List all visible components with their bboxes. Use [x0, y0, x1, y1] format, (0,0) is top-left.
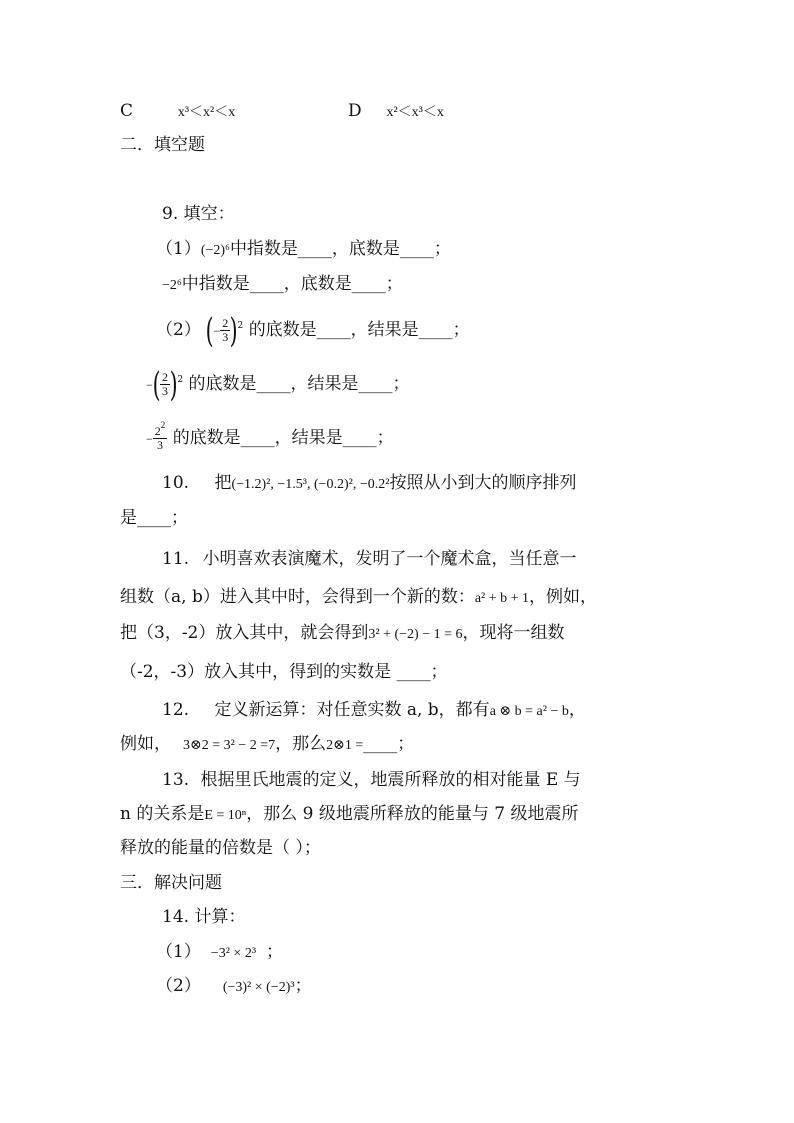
q12-line2: 例如， 3⊗2 = 3² − 2 =7，那么2⊗1 =____；	[120, 734, 415, 754]
q13-line1: 13. 根据里氏地震的定义，地震所释放的相对能量 E 与	[162, 770, 581, 790]
q13-line2: n 的关系是E = 10ⁿ，那么 9 级地震所释放的能量与 7 级地震所	[120, 804, 579, 824]
q14-part1-expr: −3² × 2³	[210, 946, 257, 961]
q9-part3-text: 的底数是____，结果是____；	[188, 374, 410, 394]
q9-part4-text: 的底数是____，结果是____；	[172, 428, 394, 448]
q13-expr: E = 10ⁿ	[204, 808, 247, 823]
option-d	[348, 100, 444, 124]
option-d-label: D	[348, 101, 362, 121]
q9-part1-text: 中指数是____，底数是____；	[229, 239, 451, 259]
q9-part2: （2） (− $\frac{2}{3}$ )$^2$ 的底数是____，结果是____；	[156, 310, 470, 351]
q13-line3: 释放的能量的倍数是（ ）；	[120, 838, 321, 858]
fraction-2sq-3: $\frac{2^2}{3}$	[154, 420, 166, 452]
q11-expr1: a² + b + 1	[474, 591, 530, 606]
option-c-expr: x³＜x²＜x	[177, 105, 236, 120]
q9-part2-prefix: （2）	[156, 320, 201, 340]
left-paren: (	[205, 310, 214, 351]
q9-part1b-text: 中指数是____，底数是____；	[181, 274, 403, 294]
q10-line2: 是____；	[120, 508, 188, 528]
q9-part4: − $\frac{2^2}{3}$ 的底数是____，结果是____；	[146, 420, 394, 452]
q14-heading: 14. 计算：	[162, 907, 246, 927]
q11-line1: 11. 小明喜欢表演魔术，发明了一个魔术盒，当任意一	[162, 549, 577, 569]
q9-part2-text: 的底数是____，结果是____；	[248, 320, 470, 340]
q9-part1-expr: (−2)⁶	[200, 243, 230, 258]
q9-part3: −( $\frac{2}{3}$ )$^2$ 的底数是____，结果是____；	[146, 364, 410, 405]
fraction-2-3: $\frac{2}{3}$	[162, 370, 169, 398]
option-c	[120, 100, 235, 124]
q10-line1: 10. 把(−1.2)², −1.5³, (−0.2)², −0.2²按照从小到大的顺序排列	[162, 473, 577, 493]
fraction-2-3: $\frac{2}{3}$	[222, 316, 229, 344]
q12-expr2: 3⊗2 = 3² − 2 =7	[183, 738, 276, 753]
q14-part1: （1） −3² × 2³ ；	[156, 942, 284, 962]
q11-line4: （-2，-3）放入其中，得到的实数是 ____；	[120, 662, 448, 682]
q11-line2: 组数（a, b）进入其中时，会得到一个新的数：a² + b + 1，例如，	[120, 587, 598, 607]
q11-line3: 把（3，-2）放入其中，就会得到3² + (−2) − 1 = 6，现将一组数	[120, 623, 565, 643]
q14-part2: （2） (−3)² × (−2)³；	[156, 976, 312, 996]
q12-expr1: a ⊗ b = a² − b	[489, 704, 569, 719]
option-c-label: C	[120, 101, 134, 121]
q9-heading: 9. 填空：	[162, 204, 235, 224]
q10-expr: (−1.2)², −1.5³, (−0.2)², −0.2²	[231, 477, 390, 492]
right-paren: )	[229, 310, 238, 351]
option-d-expr: x²＜x³＜x	[386, 105, 444, 120]
q9-part1b	[162, 273, 403, 297]
q9-part1	[156, 238, 451, 262]
q14-part2-expr: (−3)² × (−2)³	[222, 980, 295, 995]
q12-expr3: 2⊗1 =	[326, 738, 364, 753]
q9-part1b-expr: −2⁶	[162, 278, 182, 293]
q9-part1-prefix: （1）	[156, 239, 201, 259]
q10-number: 10.	[162, 473, 190, 493]
section-fill-blank-title: 二．填空题	[120, 135, 205, 155]
q12-line1: 12. 定义新运算：对任意实数 a, b，都有a ⊗ b = a² − b，	[162, 700, 586, 720]
q11-expr2: 3² + (−2) − 1 = 6	[368, 627, 463, 642]
section-solve-title: 三．解决问题	[120, 873, 222, 893]
